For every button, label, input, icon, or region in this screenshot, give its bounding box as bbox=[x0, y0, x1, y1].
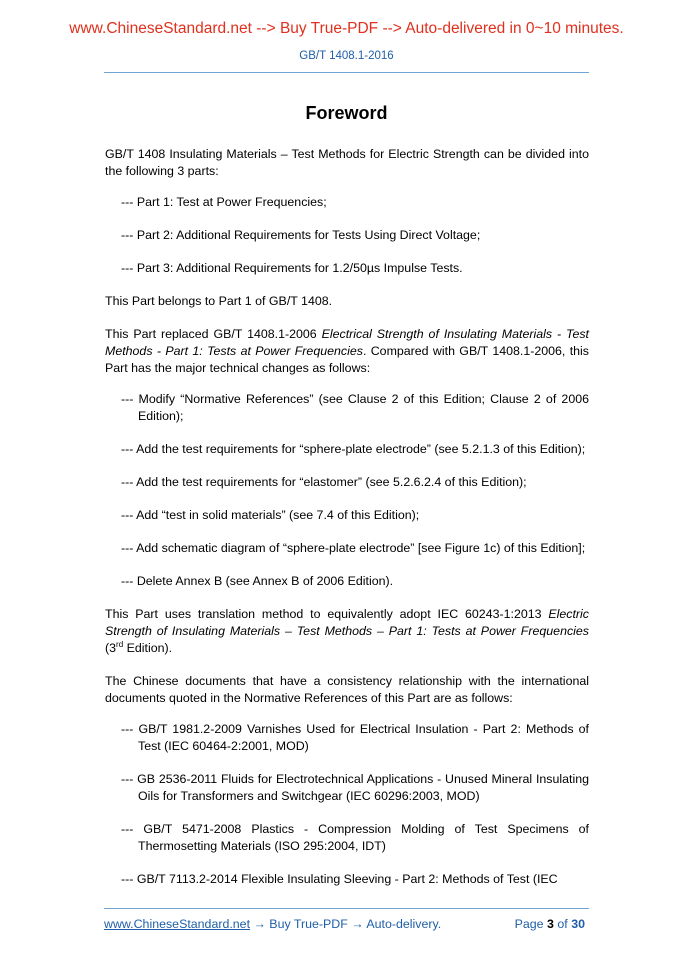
consistency-paragraph: The Chinese documents that have a consistency relationship with the international documents quoted in the Normative References of this Part are as follows: bbox=[105, 674, 589, 705]
list-item-part-3: --- Part 3: Additional Requirements for 1.2/50µs Impulse Tests. bbox=[121, 261, 463, 275]
page-of-label: of bbox=[557, 917, 568, 931]
page-footer bbox=[104, 917, 589, 931]
change-item: --- Add the test requirements for “elastomer” (see 5.2.6.2.4 of this Edition); bbox=[121, 475, 527, 489]
reference-item: --- GB/T 7113.2-2014 Flexible Insulating Sleeving - Part 2: Methods of Test (IEC bbox=[121, 872, 558, 886]
translation-edition-open: (3 bbox=[105, 641, 117, 655]
reference-item: --- GB/T 5471-2008 Plastics - Compression Molding of Test Specimens of Thermosetting Materials (ISO 295:2004, IDT) bbox=[121, 822, 589, 853]
reference-item: --- GB/T 1981.2-2009 Varnishes Used for Electrical Insulation - Part 2: Methods of Test (IEC 60464-2:2001, MOD) bbox=[121, 722, 589, 753]
replaced-paragraph bbox=[105, 326, 589, 377]
belongs-paragraph: This Part belongs to Part 1 of GB/T 1408. bbox=[105, 294, 333, 308]
top-banner-link[interactable]: www.ChineseStandard.net --> Buy True-PDF --> Auto-delivered in 0~10 minutes. bbox=[69, 20, 624, 37]
header-doc-id: GB/T 1408.1-2016 bbox=[299, 50, 394, 62]
page-number: 3 bbox=[547, 917, 554, 931]
translation-title: Electric Strength of Insulating Materials – Test Methods – Part 1: Tests at Power Frequencies bbox=[105, 607, 589, 638]
reference-item: --- GB 2536-2011 Fluids for Electrotechnical Applications - Unused Mineral Insulating Oils for Transformers and Switchgear (IEC 60296:2003, MOD) bbox=[121, 772, 589, 803]
change-item: --- Add the test requirements for “sphere-plate electrode” (see 5.2.1.3 of this Edition); bbox=[121, 442, 586, 456]
list-item-part-1: --- Part 1: Test at Power Frequencies; bbox=[121, 195, 327, 209]
replaced-lead: This Part replaced GB/T 1408.1-2006 bbox=[105, 327, 322, 341]
replaced-title: Electrical Strength of Insulating Materials - Test Methods - Part 1: Tests at Power Frequencies bbox=[105, 327, 590, 358]
page-label: Page bbox=[514, 917, 544, 931]
change-item: --- Add schematic diagram of “sphere-plate electrode” [see Figure 1c) of this Edition]; bbox=[121, 541, 586, 555]
translation-paragraph bbox=[105, 606, 589, 657]
change-item: --- Modify “Normative References” (see Clause 2 of this Edition; Clause 2 of 2006 Edition); bbox=[121, 392, 589, 423]
header-divider bbox=[104, 72, 589, 73]
footer-purchase-text: → Buy True-PDF → Auto-delivery. bbox=[250, 917, 442, 931]
page-total: 30 bbox=[571, 917, 585, 931]
list-item-part-2: --- Part 2: Additional Requirements for Tests Using Direct Voltage; bbox=[121, 228, 481, 242]
change-item: --- Delete Annex B (see Annex B of 2006 Edition). bbox=[121, 574, 394, 588]
intro-paragraph: GB/T 1408 Insulating Materials – Test Methods for Electric Strength can be divided into the following 3 parts: bbox=[105, 147, 589, 178]
translation-edition-sup: rd bbox=[116, 639, 124, 649]
translation-lead: This Part uses translation method to equivalently adopt IEC 60243-1:2013 bbox=[105, 607, 549, 621]
page-indicator bbox=[515, 917, 585, 931]
page-title: Foreword bbox=[305, 103, 388, 123]
document-body bbox=[105, 146, 589, 888]
footer-divider bbox=[104, 908, 589, 909]
replaced-tail: . Compared with GB/T 1408.1-2006, this Part has the major technical changes as follows: bbox=[105, 344, 589, 375]
footer-site-link[interactable]: www.ChineseStandard.net bbox=[104, 917, 251, 931]
change-item: --- Add “test in solid materials” (see 7.4 of this Edition); bbox=[121, 508, 420, 522]
translation-edition-close: Edition). bbox=[123, 641, 173, 655]
